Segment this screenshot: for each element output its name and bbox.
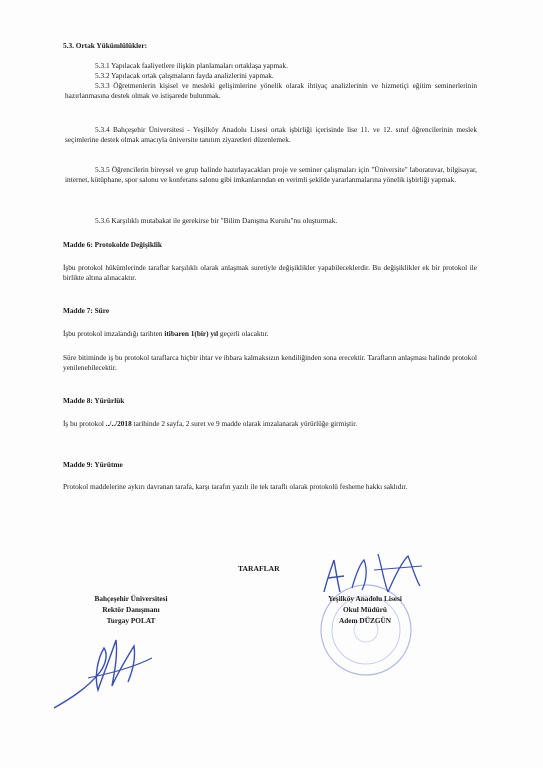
madde-7-body-duration: itibaren 1(bir) yıl bbox=[164, 329, 219, 338]
madde-8-body-date: ../../2018 bbox=[105, 419, 132, 428]
right-name: Adem DÜZGÜN bbox=[338, 616, 392, 625]
madde-8-body bbox=[63, 419, 477, 429]
madde-8-body-end: tarihinde 2 sayfa, 2 suret ve 9 madde olarak imzalanarak yürürlüğe girmiştir. bbox=[131, 419, 358, 428]
madde-7-body-end: geçerli olacaktır. bbox=[218, 329, 269, 338]
right-institution: Yeşilköy Anadolu Lisesi bbox=[328, 594, 402, 603]
madde-8-body-start: İş bu protokol bbox=[63, 419, 106, 428]
left-title: Rektör Danışmanı bbox=[102, 605, 160, 614]
madde-9-heading: Madde 9: Yürütme bbox=[63, 460, 123, 469]
madde-6-body: İşbu protokol hükümlerinde taraflar karşılıklı olarak anlaşmak suretiyle değişiklikler yapabileceklerdir. Bu değişiklikler ek bir protokol ile birlikte altına alınacaktır. bbox=[63, 263, 477, 282]
left-institution: Bahçeşehir Üniversitesi bbox=[94, 594, 168, 603]
madde-6-heading: Madde 6: Protokolde Değişiklik bbox=[63, 240, 162, 249]
madde-9-body: Protokol maddelerine aykırı davranan tarafa, karşı tarafın yazılı ile tek taraflı olarak protokolü fesheme hakkı saklıdır. bbox=[63, 482, 408, 491]
right-title: Okul Müdürü bbox=[342, 605, 387, 614]
madde-7-body bbox=[63, 329, 477, 339]
item-5-3-5: 5.3.5 Öğrencilerin bireysel ve grup halinde hazırlayacakları proje ve seminer çalışmaları için "Üniversite" laboratuvar, bilgisayar, internet, kütüphane, spor salonu ve konferans salonu gibi imkanlarından en verimli şekilde yararlanmalarına yönelik işbirliği yapmak. bbox=[65, 165, 477, 184]
left-name: Turgay POLAT bbox=[106, 616, 156, 625]
left-signature bbox=[48, 628, 168, 714]
signatures-heading: TARAFLAR bbox=[238, 564, 280, 573]
item-5-3-2: 5.3.2 Yapılacak ortak çalışmaların fayda analizlerini yapmak. bbox=[95, 71, 274, 80]
madde-7-heading: Madde 7: Süre bbox=[63, 306, 110, 315]
item-5-3-6: 5.3.6 Karşılıklı mutabakat ile gerekirse bir "Bilim Danışma Kurulu"nu oluşturmak. bbox=[95, 216, 338, 225]
item-5-3-4: 5.3.4 Bahçeşehir Üniversitesi - Yeşilköy Anadolu Lisesi ortak işbirliği içerisinde lise 11. ve 12. sınıf öğrencilerinin meslek seçimlerine destek olmak amacıyla üniversite tanıtım ziyaretleri düzenlemek. bbox=[65, 125, 477, 144]
item-5-3-3: 5.3.3 Öğretmenlerin kişisel ve mesleki gelişimlerine yönelik olarak ihtiyaç analizlerinin ve hizmetiçi eğitim seminerlerinin hazırlanmasına destek olmak ve istişarede bulunmak. bbox=[65, 81, 477, 100]
madde-7-body-2: Süre bitiminde iş bu protokol taraflarca hiçbir ihtar ve ihbara kalmaksızın kendiliğinden sona erecektir. Tarafların anlaşması halinde protokol yenilenebilecektir. bbox=[63, 353, 477, 372]
madde-7-body-start: İşbu protokol imzalandığı tarihten bbox=[63, 329, 165, 338]
madde-8-heading: Madde 8: Yürürlük bbox=[63, 396, 125, 405]
item-5-3-1: 5.3.1 Yapılacak faaliyetlere ilişkin planlamaları ortaklaşa yapmak. bbox=[95, 61, 288, 70]
section-5-3-heading: 5.3. Ortak Yükümlülükler: bbox=[63, 41, 148, 50]
